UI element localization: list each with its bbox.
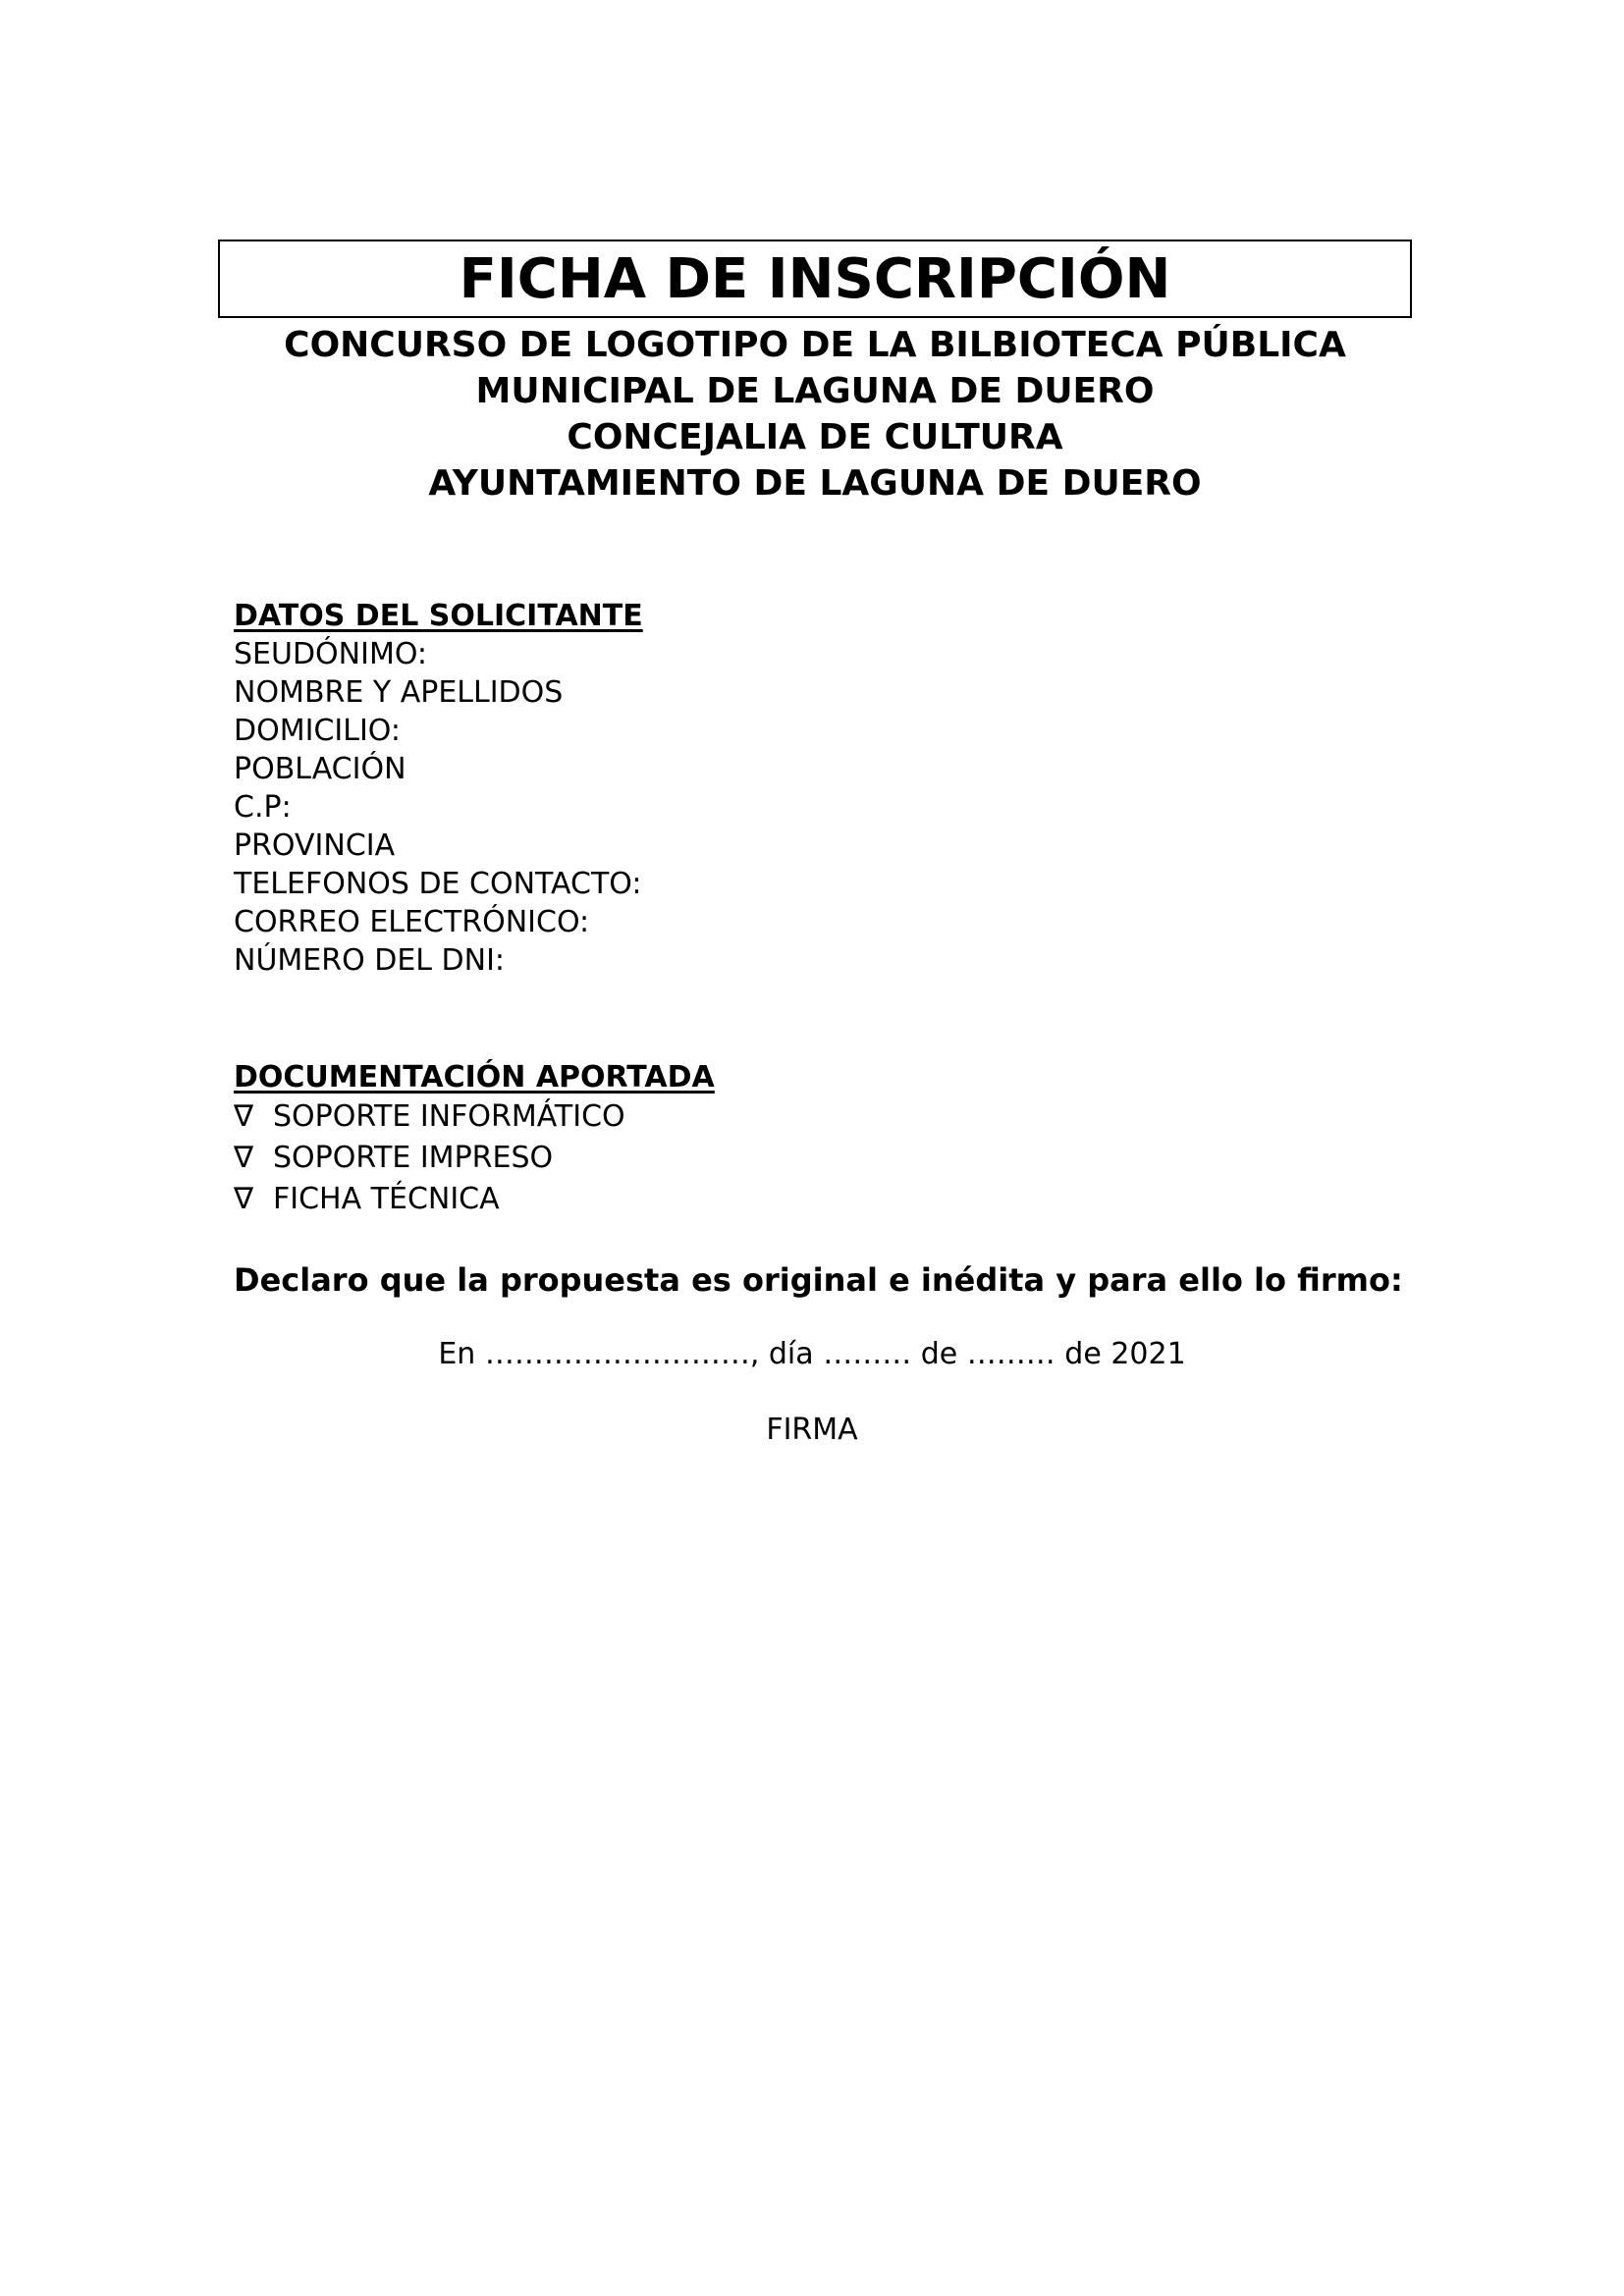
date-line: En ………………………, día ……… de ……… de 2021 bbox=[438, 1337, 1186, 1371]
triangle-bullet-icon: ∇ bbox=[234, 1099, 254, 1134]
field-pseudonym: SEUDÓNIMO: bbox=[234, 637, 428, 671]
subtitle-line: CONCEJALIA DE CULTURA bbox=[567, 417, 1063, 457]
subtitle-block bbox=[218, 322, 1412, 507]
title-box bbox=[218, 240, 1412, 318]
doc-item-label: FICHA TÉCNICA bbox=[273, 1182, 500, 1216]
field-town: POBLACIÓN bbox=[234, 752, 406, 786]
doc-item-printed bbox=[234, 1138, 1314, 1179]
triangle-bullet-icon: ∇ bbox=[234, 1182, 254, 1216]
declaration-text: Declaro que la propuesta es original e inédita y para ello lo firmo: bbox=[234, 1261, 1403, 1299]
signature-label: FIRMA bbox=[766, 1413, 858, 1447]
doc-item-label: SOPORTE IMPRESO bbox=[273, 1141, 554, 1175]
applicant-section bbox=[234, 597, 1314, 980]
doc-item-digital bbox=[234, 1096, 1314, 1138]
page-title: FICHA DE INSCRIPCIÓN bbox=[459, 247, 1171, 311]
field-full-name: NOMBRE Y APELLIDOS bbox=[234, 675, 564, 710]
field-postal-code: C.P: bbox=[234, 790, 292, 825]
doc-item-technical-sheet bbox=[234, 1179, 1314, 1220]
doc-item-label: SOPORTE INFORMÁTICO bbox=[273, 1099, 625, 1134]
field-province: PROVINCIA bbox=[234, 828, 396, 863]
field-dni: NÚMERO DEL DNI: bbox=[234, 943, 506, 978]
applicant-heading: DATOS DEL SOLICITANTE bbox=[234, 599, 643, 633]
field-address: DOMICILIO: bbox=[234, 714, 401, 748]
subtitle-line: CONCURSO DE LOGOTIPO DE LA BILBIOTECA PÚBLICA bbox=[284, 325, 1346, 365]
subtitle-line: MUNICIPAL DE LAGUNA DE DUERO bbox=[475, 371, 1155, 411]
documentation-heading: DOCUMENTACIÓN APORTADA bbox=[234, 1060, 715, 1095]
field-phones: TELEFONOS DE CONTACTO: bbox=[234, 867, 642, 901]
triangle-bullet-icon: ∇ bbox=[234, 1141, 254, 1175]
subtitle-line: AYUNTAMIENTO DE LAGUNA DE DUERO bbox=[428, 463, 1202, 504]
field-email: CORREO ELECTRÓNICO: bbox=[234, 905, 590, 939]
documentation-section bbox=[234, 1058, 1314, 1220]
